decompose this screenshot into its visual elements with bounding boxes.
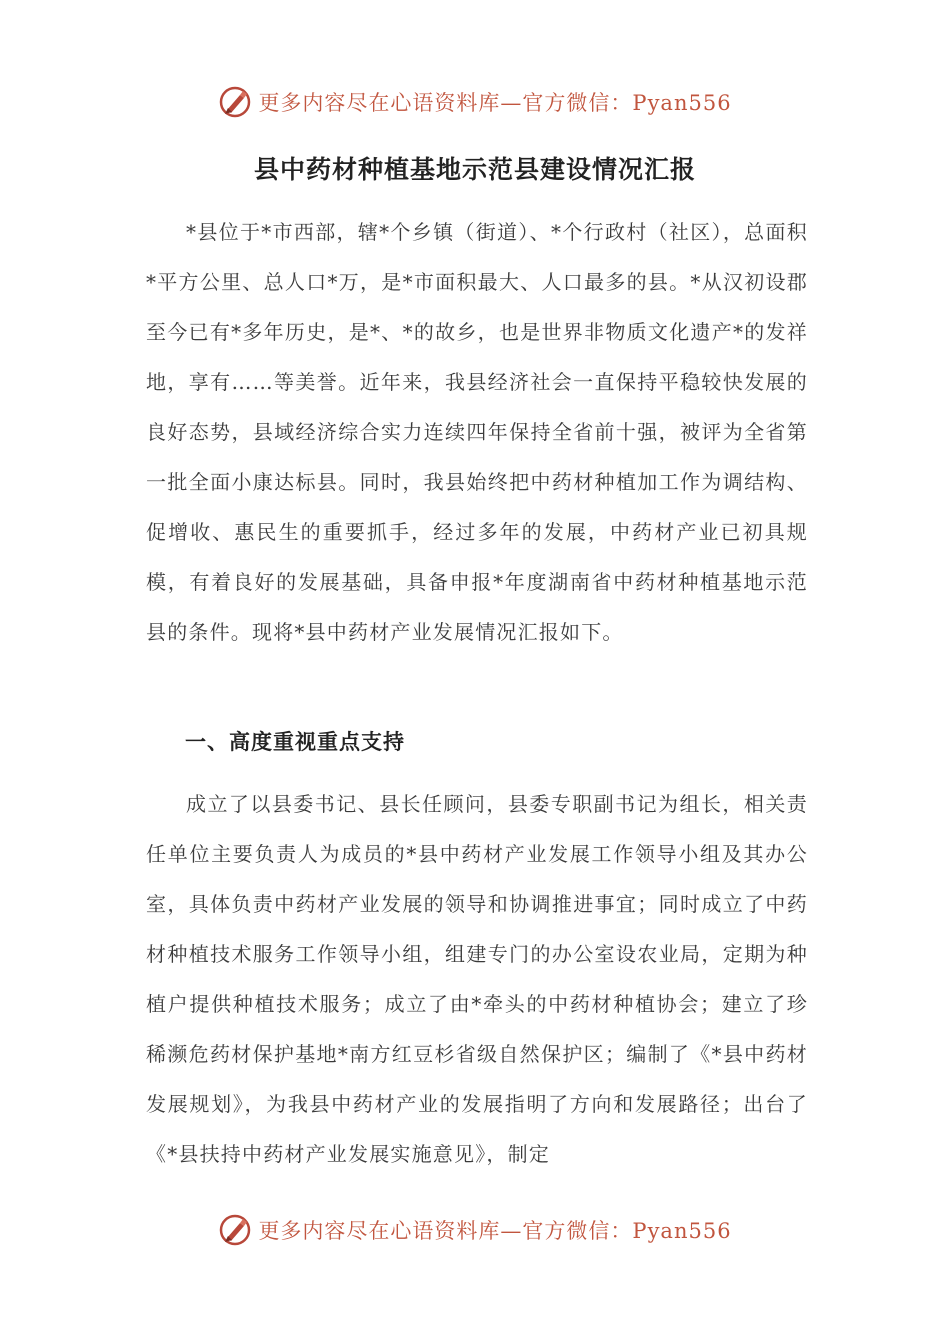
- pen-logo-icon: [218, 1213, 252, 1247]
- document-title: 县中药材种植基地示范县建设情况汇报: [253, 155, 696, 184]
- footer-banner-text: 更多内容尽在心语资料库—官方微信：Pyan556: [258, 1219, 732, 1243]
- footer-banner: [0, 1210, 950, 1250]
- section-paragraph: 成立了以县委书记、县长任顾问，县委专职副书记为组长，相关责任单位主要负责人为成员的*县中药材产业发展工作领导小组及其办公室，具体负责中药材产业发展的领导和协调推进事宜；同时成立了中药材种植技术服务工作领导小组，组建专门的办公室设农业局，定期为种植户提供种植技术服务；成立了由*牵头的中药材种植协会；建立了珍稀濒危药材保护基地*南方红豆杉省级自然保护区；编制了《*县中药材发展规划》，为我县中药材产业的发展指明了方向和发展路径；出台了《*县扶持中药材产业发展实施意见》，制定: [146, 792, 808, 1166]
- header-banner: [0, 82, 950, 122]
- section-heading: 一、高度重视重点支持: [185, 729, 405, 754]
- pen-logo-icon: [218, 85, 252, 119]
- header-banner-text: 更多内容尽在心语资料库—官方微信：Pyan556: [258, 91, 732, 115]
- intro-paragraph: *县位于*市西部，辖*个乡镇（街道）、*个行政村（社区），总面积*平方公里、总人口*万，是*市面积最大、人口最多的县。*从汉初设郡至今已有*多年历史，是*、*的故乡，也是世界非物质文化遗产*的发祥地，享有……等美誉。近年来，我县经济社会一直保持平稳较快发展的良好态势，县域经济综合实力连续四年保持全省前十强，被评为全省第一批全面小康达标县。同时，我县始终把中药材种植加工作为调结构、促增收、惠民生的重要抓手，经过多年的发展，中药材产业已初具规模，有着良好的发展基础，具备申报*年度湖南省中药材种植基地示范县的条件。现将*县中药材产业发展情况汇报如下。: [146, 220, 808, 644]
